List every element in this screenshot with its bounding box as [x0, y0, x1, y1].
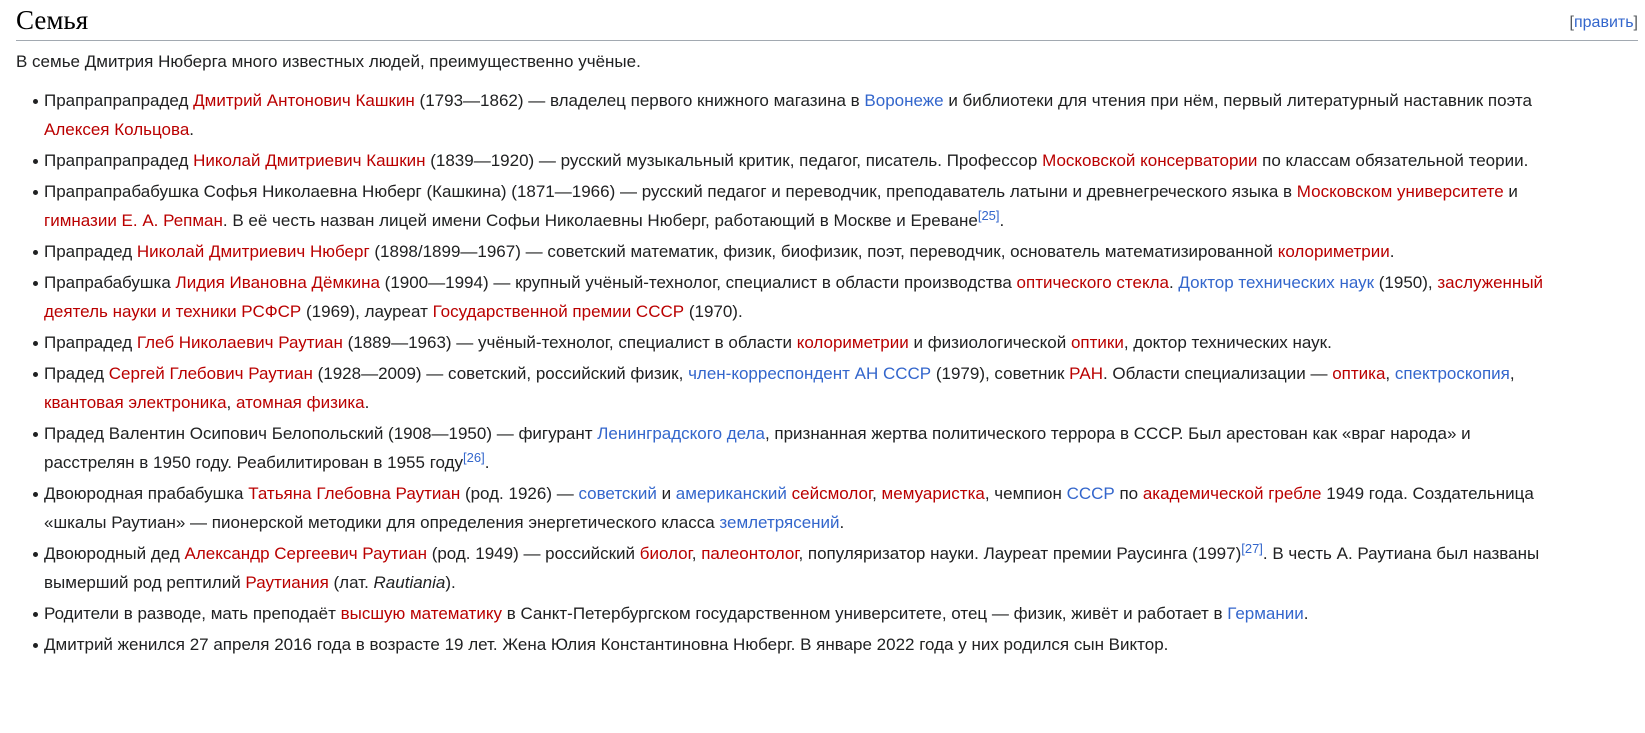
edit-section	[1570, 14, 1638, 32]
link-paleontologist[interactable]: палеонтолог	[701, 544, 799, 563]
text: (1970).	[684, 302, 743, 321]
text: (1839—1920) — русский музыкальный критик, педагог, писатель. Профессор	[425, 151, 1043, 170]
text: . В её честь назван лицей имени Софьи Николаевны Нюберг, работающий в Москве и Ереване	[222, 211, 978, 230]
text: , доктор технических наук.	[1123, 333, 1332, 352]
reference-link[interactable]: [26]	[463, 450, 485, 465]
link-optics[interactable]: оптика	[1332, 364, 1386, 383]
text: (1898/1899—1967) — советский математик, физик, биофизик, поэт, переводчик, основатель математизированной	[369, 242, 1278, 261]
link-lidia-demkina[interactable]: Лидия Ивановна Дёмкина	[175, 273, 380, 292]
link-voronezh[interactable]: Воронеже	[864, 91, 944, 110]
link-quantum-electronics[interactable]: квантовая электроника	[44, 393, 227, 412]
link-colorimetry[interactable]: колориметрии	[1277, 242, 1390, 261]
text: , популяризатор науки. Лауреат премии Раусинга (1997)	[798, 544, 1242, 563]
text: .	[1168, 273, 1179, 292]
link-ras[interactable]: РАН	[1069, 364, 1103, 383]
text: , признанная жертва политического террора в СССР. Был арестован как «враг народа» и расстрелян в 1950 году. Реабилитирован в 1955 году	[44, 424, 1471, 472]
reference-link[interactable]: [27]	[1241, 541, 1263, 556]
text: .	[999, 211, 1005, 230]
link-spectroscopy[interactable]: спектроскопия	[1394, 364, 1510, 383]
reference-sup	[978, 208, 1000, 223]
edit-section-link[interactable]: править	[1573, 14, 1634, 31]
list-item	[44, 359, 1554, 417]
text: и	[656, 484, 676, 503]
link-sergey-rautian[interactable]: Сергей Глебович Раутиан	[108, 364, 313, 383]
list-item	[44, 599, 1554, 628]
text: .	[364, 393, 370, 412]
link-nikolay-nyuberg[interactable]: Николай Дмитриевич Нюберг	[136, 242, 370, 261]
list-item	[44, 479, 1554, 537]
link-dmitry-kashkin[interactable]: Дмитрий Антонович Кашкин	[193, 91, 415, 110]
text: .	[484, 453, 490, 472]
reference-sup	[1241, 541, 1263, 556]
text: Прадед	[44, 364, 109, 383]
text: (1900—1994) — крупный учёный-технолог, специалист в области производства	[379, 273, 1017, 292]
text: Дмитрий женился 27 апреля 2016 года в возрасте 19 лет. Жена Юлия Константиновна Нюберг. В январе 2022 года у них родился сын Виктор.	[44, 635, 1169, 654]
text: 1949 года. Создательница «шкалы Раутиан» — пионерской методики для определения энергетического класса	[44, 484, 1534, 532]
text: Прапрадед	[44, 242, 137, 261]
list-item	[44, 419, 1554, 477]
list-item	[44, 237, 1554, 266]
link-american[interactable]: американский	[675, 484, 787, 503]
link-state-prize[interactable]: Государственной премии СССР	[432, 302, 685, 321]
text: .	[839, 513, 845, 532]
link-seismologist[interactable]: сейсмолог	[791, 484, 873, 503]
text: . В честь А. Раутиана был названы вымерший род рептилий	[44, 544, 1540, 592]
list-item	[44, 328, 1554, 357]
text: и библиотеки для чтения при нём, первый литературный наставник поэта	[943, 91, 1532, 110]
link-honored-scientist[interactable]: заслуженный деятель науки и техники РСФСР	[44, 273, 1544, 321]
text: Прапрапрабабушка Софья Николаевна Нюберг (Кашкина) (1871—1966) — русский педагог и переводчик, преподаватель латыни и древнегреческого языка в	[44, 182, 1297, 201]
reference-link[interactable]: [25]	[977, 208, 1000, 223]
text: ,	[1509, 364, 1515, 383]
reference-sup	[463, 450, 485, 465]
link-tatiana-rautian[interactable]: Татьяна Глебовна Раутиан	[248, 484, 461, 503]
text: ).	[445, 573, 456, 592]
list-item	[44, 86, 1554, 144]
text: Прапрапрапрадед	[44, 151, 194, 170]
text: ,	[1385, 364, 1395, 383]
list-item	[44, 268, 1554, 326]
link-repman-gymnasium[interactable]: гимназии Е. А. Репман	[44, 211, 223, 230]
link-higher-mathematics[interactable]: высшую математику	[340, 604, 502, 623]
text: Двоюродная прабабушка	[44, 484, 249, 503]
text: . Области специализации —	[1102, 364, 1333, 383]
text: (1969), лауреат	[301, 302, 433, 321]
link-moscow-conservatory[interactable]: Московской консерватории	[1042, 151, 1258, 170]
latin-name: Rautiania	[373, 573, 446, 592]
text: Двоюродный дед	[44, 544, 185, 563]
text: (род. 1926) —	[460, 484, 579, 503]
text: ,	[872, 484, 882, 503]
intro-paragraph: В семье Дмитрия Нюберга много известных людей, преимущественно учёные.	[16, 52, 641, 71]
link-moscow-university[interactable]: Московском университете	[1296, 182, 1504, 201]
text: Прапрабабушка	[44, 273, 176, 292]
section-title: Семья	[16, 5, 89, 35]
link-memoirist[interactable]: мемуаристка	[881, 484, 985, 503]
text: ,	[226, 393, 236, 412]
edit-bracket-open: [	[1569, 14, 1574, 31]
text: (лат.	[328, 573, 374, 592]
link-germany[interactable]: Германии	[1227, 604, 1304, 623]
text: Прадед Валентин Осипович Белопольский (1908—1950) — фигурант	[44, 424, 598, 443]
text: (1793—1862) — владелец первого книжного магазина в	[414, 91, 865, 110]
text: , чемпион	[984, 484, 1067, 503]
link-colorimetry[interactable]: колориметрии	[796, 333, 909, 352]
text: (1889—1963) — учёный-технолог, специалист в области	[342, 333, 797, 352]
family-list	[44, 86, 1554, 661]
list-item	[44, 177, 1554, 235]
text: и физиологической	[908, 333, 1071, 352]
link-rautiania[interactable]: Раутиания	[245, 573, 329, 592]
text: по классам обязательной теории.	[1257, 151, 1529, 170]
link-atomic-physics[interactable]: атомная физика	[236, 393, 365, 412]
text: и	[1503, 182, 1518, 201]
section-heading-row	[16, 0, 1638, 41]
text: (1979), советник	[931, 364, 1070, 383]
link-optical-glass[interactable]: оптического стекла	[1016, 273, 1169, 292]
link-koltsov[interactable]: Алексея Кольцова	[44, 120, 190, 139]
link-earthquakes[interactable]: землетрясений	[719, 513, 840, 532]
text: (род. 1949) — российский	[426, 544, 640, 563]
link-leningrad-affair[interactable]: Ленинградского дела	[597, 424, 765, 443]
link-nikolay-kashkin[interactable]: Николай Дмитриевич Кашкин	[193, 151, 426, 170]
link-soviet[interactable]: советский	[578, 484, 657, 503]
link-gleb-rautian[interactable]: Глеб Николаевич Раутиан	[136, 333, 343, 352]
text: в Санкт-Петербургском государственном университете, отец — физик, живёт и работает в	[501, 604, 1228, 623]
text: Родители в разводе, мать преподаёт	[44, 604, 341, 623]
link-academic-rowing[interactable]: академической гребле	[1142, 484, 1322, 503]
article-section	[16, 0, 1638, 654]
text: .	[1389, 242, 1395, 261]
text: .	[1303, 604, 1309, 623]
link-ussr[interactable]: СССР	[1066, 484, 1115, 503]
link-corresponding-member[interactable]: член-корреспондент АН СССР	[688, 364, 932, 383]
text: Прапрапрапрадед	[44, 91, 194, 110]
list-item	[44, 539, 1554, 597]
text: Прапрадед	[44, 333, 137, 352]
text: ,	[691, 544, 702, 563]
list-item	[44, 146, 1554, 175]
text: (1950),	[1374, 273, 1438, 292]
text: .	[189, 120, 195, 139]
edit-bracket-close: ]	[1633, 14, 1638, 31]
link-alexander-rautian[interactable]: Александр Сергеевич Раутиан	[184, 544, 427, 563]
text: (1928—2009) — советский, российский физик,	[312, 364, 689, 383]
link-doctor-of-technical-sciences[interactable]: Доктор технических наук	[1178, 273, 1375, 292]
list-item	[44, 630, 1554, 659]
text: по	[1114, 484, 1143, 503]
link-optics[interactable]: оптики	[1070, 333, 1124, 352]
link-biologist[interactable]: биолог	[639, 544, 692, 563]
